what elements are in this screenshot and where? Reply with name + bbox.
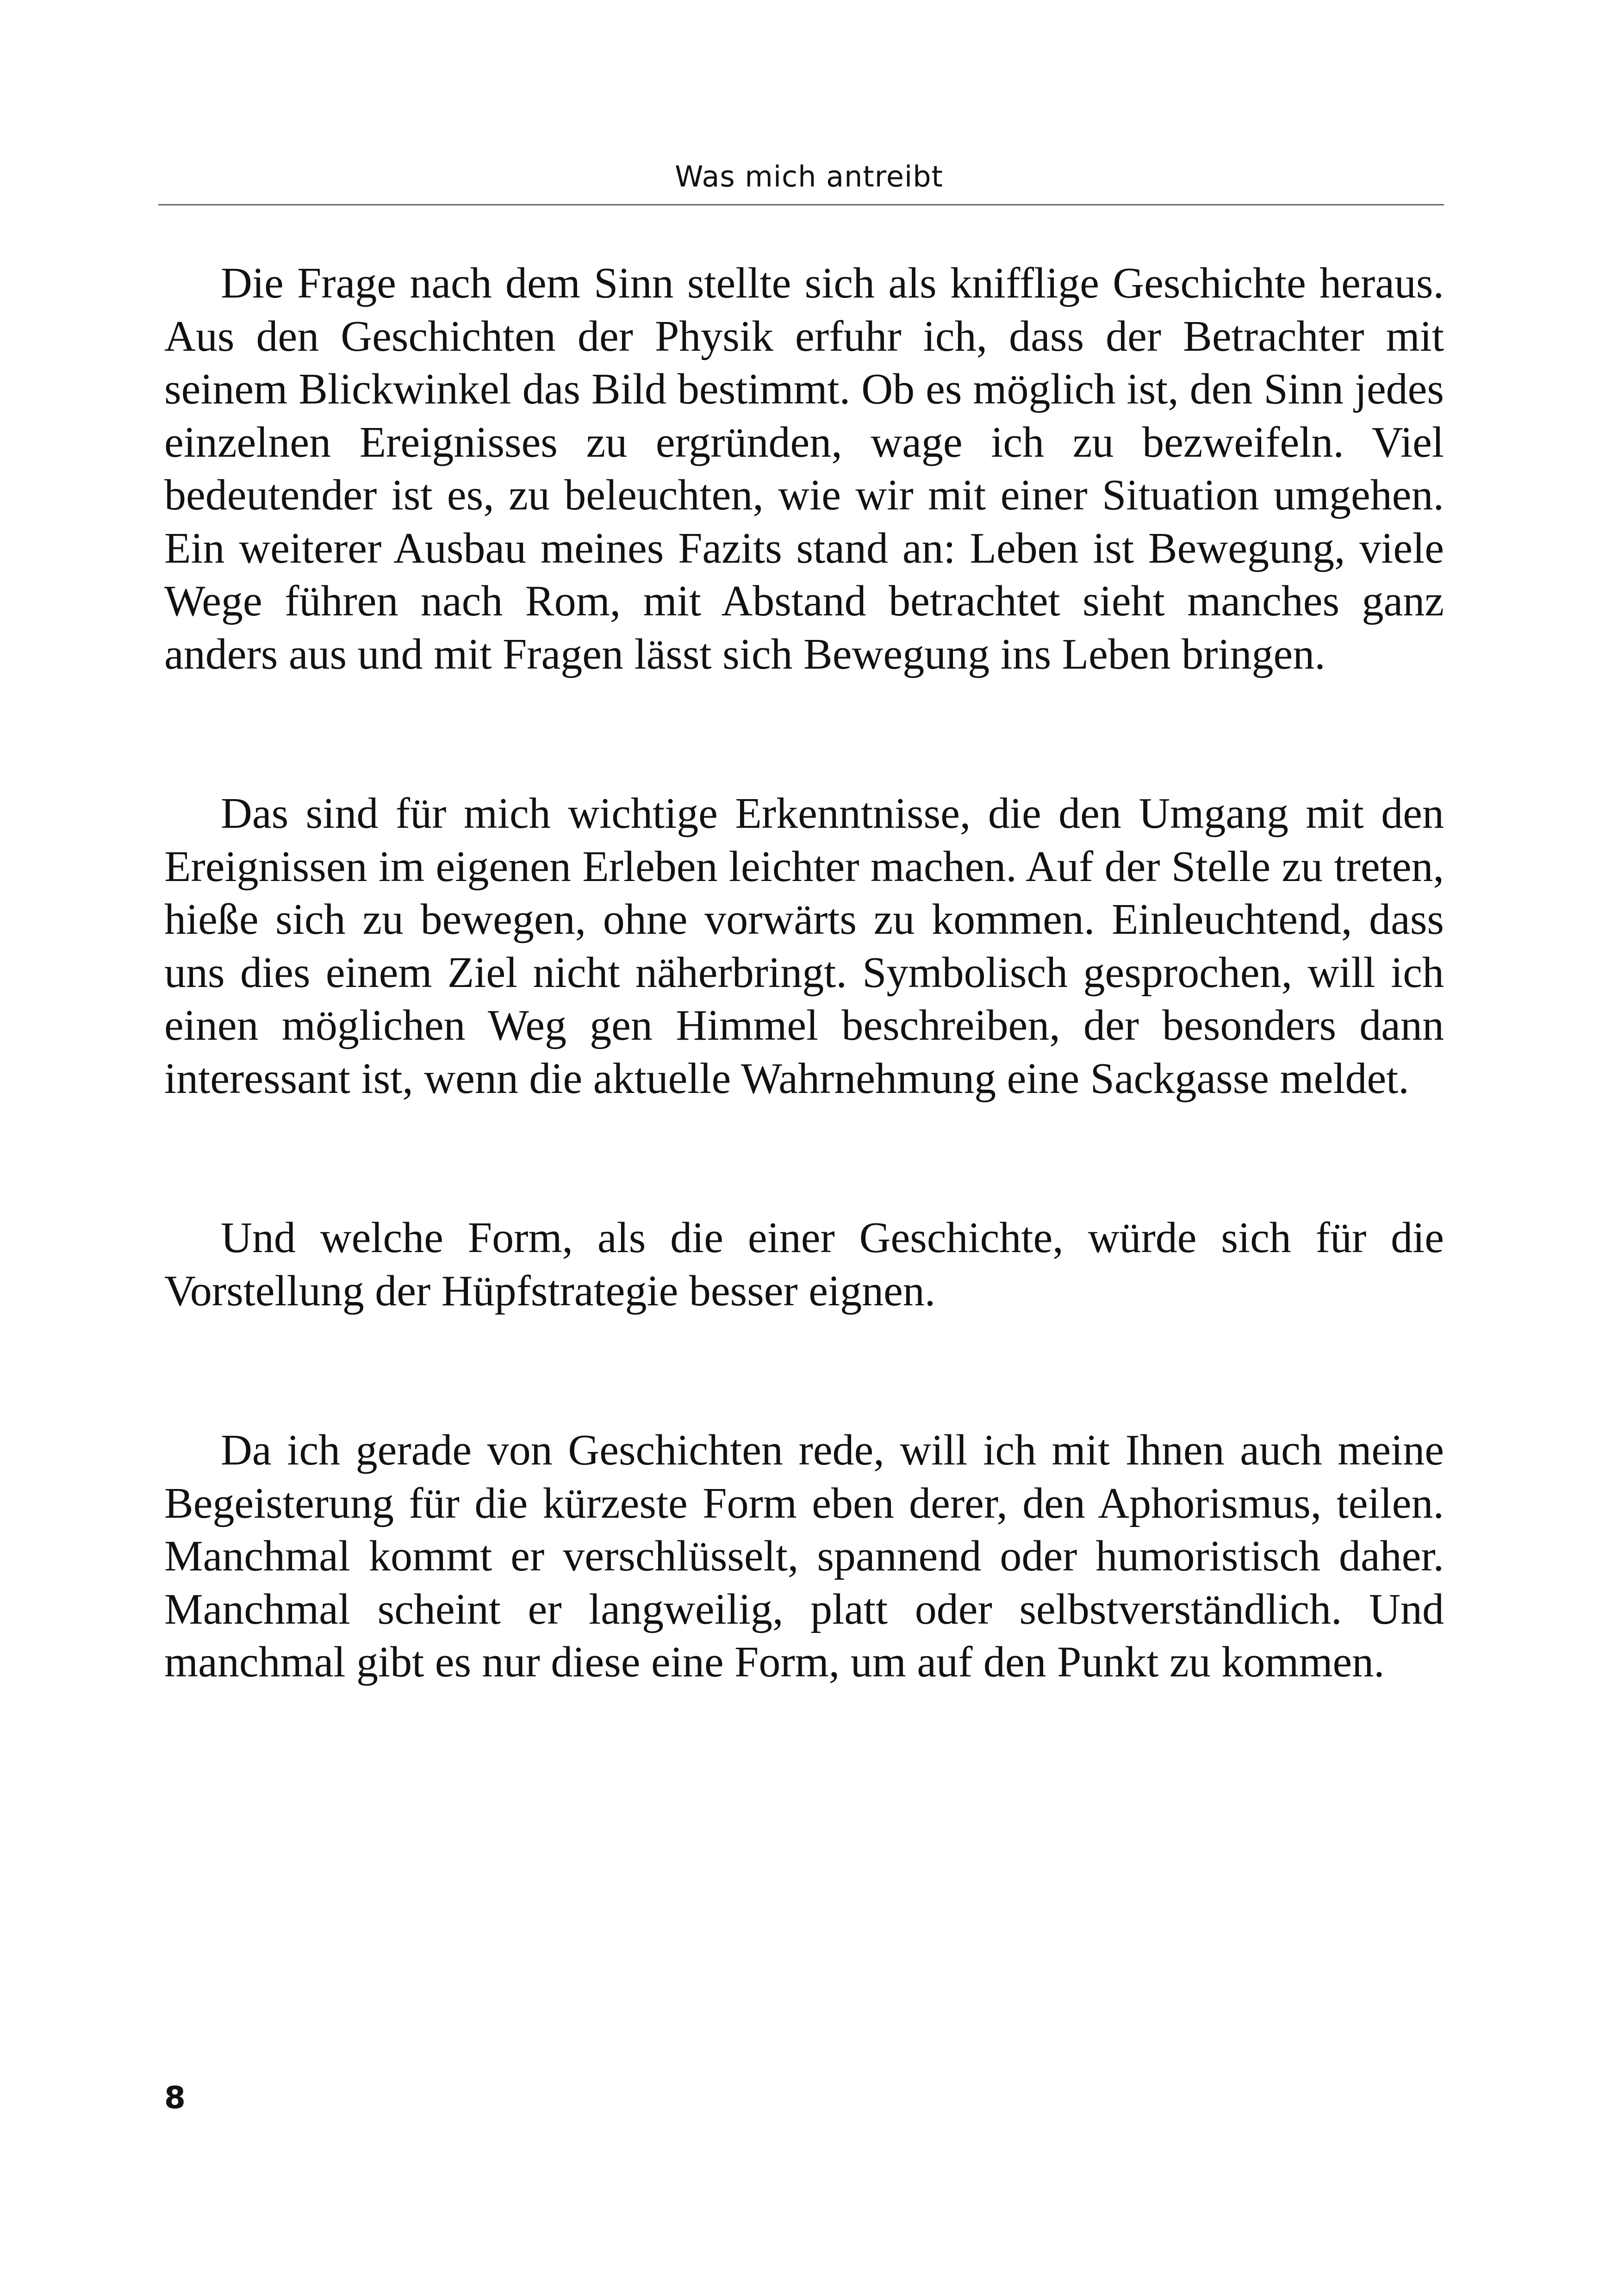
body-text <box>164 257 1444 1689</box>
paragraph-1: Die Frage nach dem Sinn stellte sich als knifflige Geschichte heraus. Aus den Geschichten der Physik erfuhr ich, dass der Betrachter mit seinem Blickwinkel das Bild bestimmt. Ob es möglich ist, den Sinn jedes einzelnen Ereignisses zu ergründen, wage ich zu bezweifeln. Viel bedeutender ist es, zu beleuchten, wie wir mit einer Situation umgehen. Ein weiterer Ausbau meines Fazits stand an: Leben ist Bewegung, viele Wege führen nach Rom, mit Abstand betrachtet sieht manches ganz anders aus und mit Fragen lässt sich Bewegung ins Leben bringen. <box>164 259 1444 678</box>
paragraph-2: Das sind für mich wichtige Erkenntnisse, die den Umgang mit den Ereignissen im eigenen Erleben leichter machen. Auf der Stelle zu treten, hieße sich zu bewegen, ohne vorwärts zu kommen. Einleuchtend, dass uns dies einem Ziel nicht näherbringt. Symbolisch gesprochen, will ich einen möglichen Weg gen Himmel beschreiben, der besonders dann interessant ist, wenn die aktuelle Wahrnehmung eine Sackgasse meldet. <box>164 789 1444 1103</box>
running-head: Was mich antreibt <box>675 160 943 193</box>
page-number: 8 <box>164 2080 186 2116</box>
paragraph-4: Da ich gerade von Geschichten rede, will ich mit Ihnen auch meine Begeisterung für die kürzeste Form eben derer, den Aphorismus, teilen. Manchmal kommt er verschlüsselt, spannend oder humoristisch daher. Manchmal scheint er langweilig, platt oder selbstverständlich. Und manchmal gibt es nur diese eine Form, um auf den Punkt zu kommen. <box>164 1426 1444 1686</box>
header-rule <box>158 204 1444 205</box>
paragraph-3: Und welche Form, als die einer Geschichte, würde sich für die Vorstellung der Hüpfstrategie besser eignen. <box>164 1214 1444 1315</box>
